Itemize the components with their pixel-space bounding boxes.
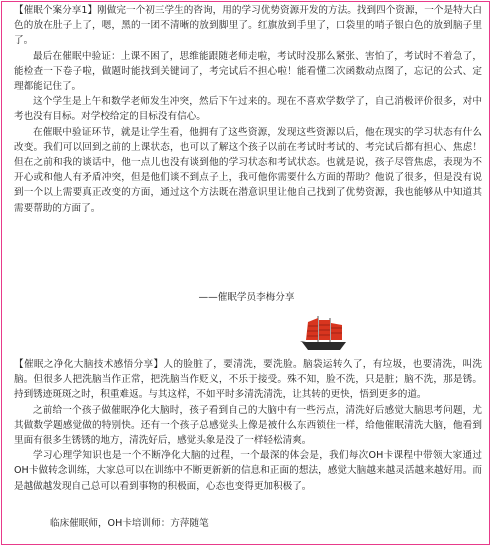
section-2-paragraph-1: 【催眠之净化大脑技术感悟分享】人的脸脏了，要清洗，要洗脸。脑袋运转久了，有垃圾，也要清洗，叫洗脑。但很多人把洗脑当作正常，把洗脑当作贬义，不乐于接受。殊不知，脸不洗，只是脏；脑不洗，那是锈。持到锈迹斑斑之时，积重难返。与其这样，不如平时多清洗清洗，让其转的更快，悟到更多的道。 <box>14 359 482 401</box>
section-2-paragraph-3: 学习心理学知识也是一个不断净化大脑的过程，一个最深的体会是，我们每次OH卡课程中带领大家通过OH卡做转念训练，大家总可以在训练中不断更新新的信息和正面的想法，感觉大脑越来越灵活越来越好用。而是越做越发现自己总可以看到事物的积极面，心态也变得更加积极了。 <box>14 450 482 492</box>
section-1-paragraph-2: 最后在催眠中验证：上课不困了，思维能跟随老师走啦，考试时没那么紧张、害怕了，考试时不着急了，能检查一下卷子啦，做题时能找到关键词了，考完试后不担心啦！能看懂二次函数动点图了，忘记的公式、定理都能记住了。 <box>14 50 482 93</box>
section-1-paragraph-1: 【催眠个案分享1】刚做完一个初三学生的咨询，用的学习优势资源开发的方法。找到四个资源，一个是特大白色的放在肚子上了，嗯，黑的一团不清晰的放到脚里了。红旗放到手里了，口袋里的哨子银白色的放到脑子里了。 <box>14 5 482 47</box>
section-1-paragraph-4: 在催眠中验证环节，就是让学生看，他拥有了这些资源，发现这些资源以后，他在现实的学习状态有什么改变。我们可以回到之前的上课状态，也可以了解这个孩子以前在考试时考试的、考完试后都有担心、焦虑！但在之前和我的谈话中，他一点儿也没有谈到他的学习状态和考试状态。也就是说，孩子尽管焦虑，表现为不开心或和他人有矛盾冲突，但是他们谈不到点子上，我可他你需要什么方面的帮助？他说了很多，但是没有说到一个以上需要真正改变的方面，通过这个方法既在潜意识里让他自己找到了优势资源，我也能够从中知道其需要帮助的方面了。 <box>14 126 482 214</box>
section-1-paragraph-3: 这个学生是上午和数学老师发生冲突，然后下午过来的。现在不喜欢学数学了，自己消极评价很多，对中考也没有目标。对学校给定的目标没有信心。 <box>14 96 482 123</box>
sailing-junk-boat-icon <box>300 314 348 354</box>
section-1-text <box>14 3 482 216</box>
section-2-text <box>14 357 482 494</box>
section-1-signature: ——催眠学员李梅分享 <box>198 292 295 303</box>
section-2-paragraph-2: 之前给一个孩子做催眠净化大脑时，孩子看到自己的大脑中有一些污点，清洗好后感觉大脑思考问题，尤其做数学题感觉做的特别快。还有一个孩子总感觉头上像是被什么东西锁住一样，给他催眠清洗大脑，他看到里面有很多生锈锈的地方，清洗好后，感觉头象是没了一样轻松清爽。 <box>14 404 482 447</box>
section-2-signature: 临床催眠师，OH卡培训师：方萍随笔 <box>50 518 209 529</box>
